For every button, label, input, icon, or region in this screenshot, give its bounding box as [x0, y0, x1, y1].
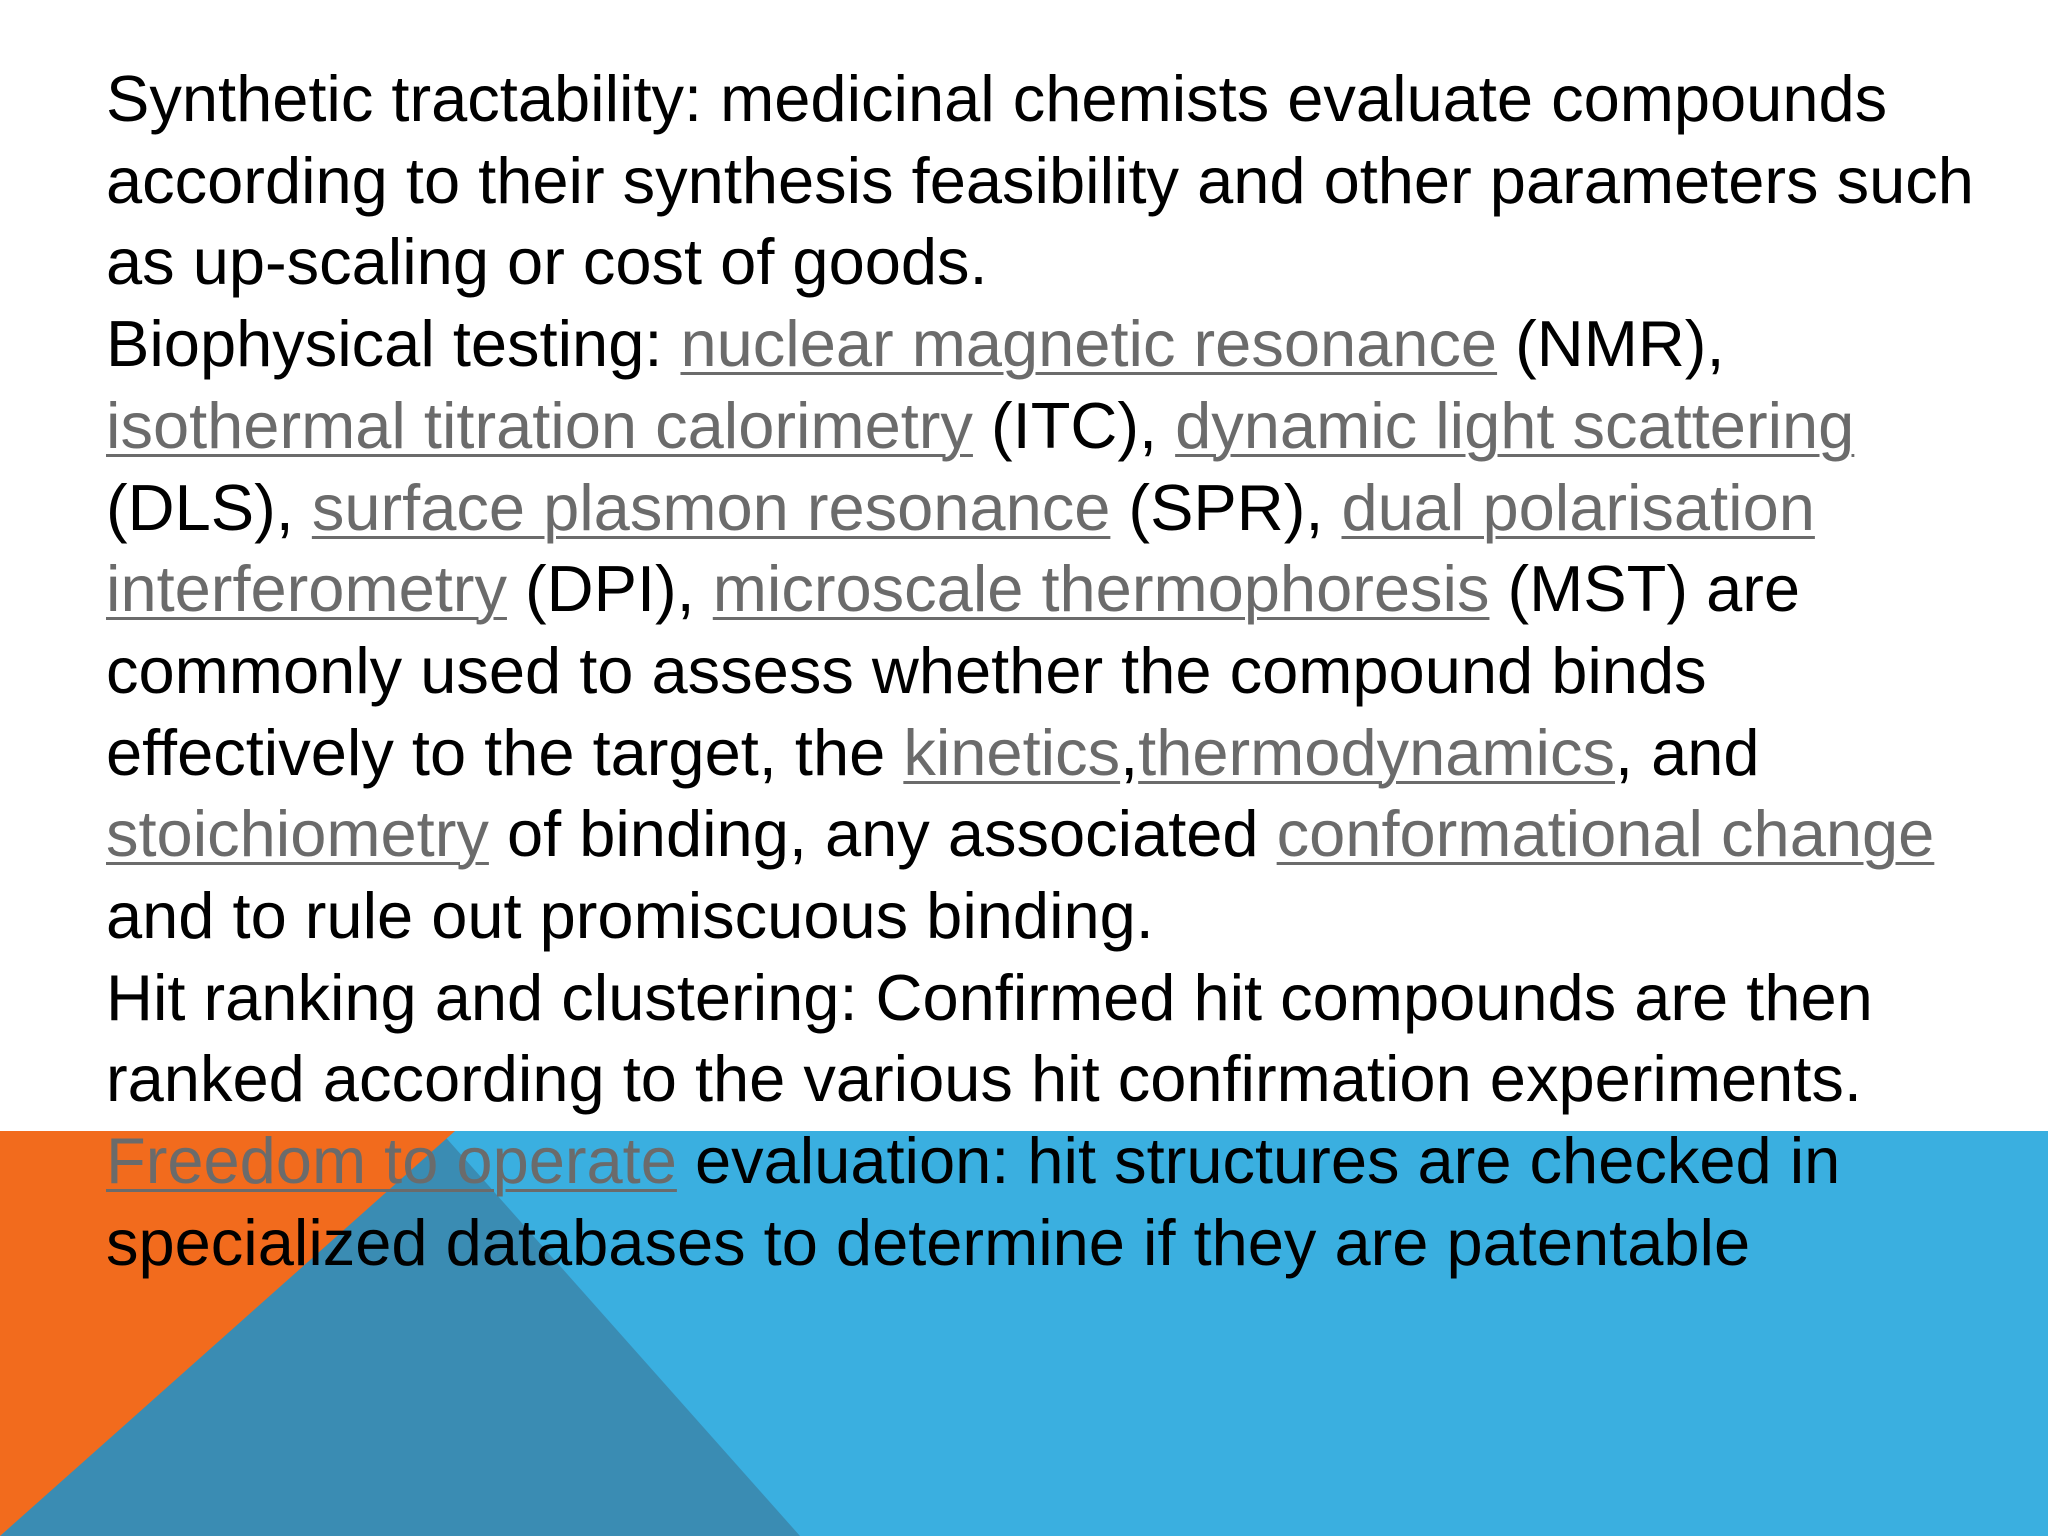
- mst-tail-text: (MST) are commonly used to assess whether the compound binds effectively to the target, the: [106, 552, 1801, 789]
- spr-abbreviation: (SPR),: [1110, 470, 1342, 544]
- link-isothermal-titration-calorimetry[interactable]: isothermal titration calorimetry: [106, 388, 973, 462]
- link-stoichiometry[interactable]: stoichiometry: [106, 797, 489, 871]
- binding-text: of binding, any associated: [488, 797, 1277, 871]
- and-text: , and: [1615, 715, 1760, 789]
- paragraph-freedom-to-operate: [106, 1120, 1986, 1283]
- biophysical-end-text: and to rule out promiscuous binding.: [106, 879, 1154, 953]
- link-dynamic-light-scattering[interactable]: dynamic light scattering: [1175, 388, 1855, 462]
- slide-body: [106, 58, 1986, 1284]
- biophysical-lead-text: Biophysical testing:: [106, 307, 681, 381]
- hit-ranking-text: Hit ranking and clustering: Confirmed hit compounds are then ranked according to the various hit confirmation experiments.: [106, 960, 1873, 1116]
- freedom-to-operate-text: evaluation: hit structures are checked in specialized databases to determine if they are patentable: [106, 1124, 1841, 1279]
- link-dual-polarisation-interferometry[interactable]: dual polarisation interferometry: [106, 470, 1815, 626]
- link-microscale-thermophoresis[interactable]: microscale thermophoresis: [712, 552, 1490, 626]
- comma-separator: ,: [1120, 715, 1139, 789]
- link-freedom-to-operate[interactable]: Freedom to operate: [106, 1124, 677, 1198]
- link-thermodynamics[interactable]: thermodynamics: [1138, 715, 1615, 789]
- synthetic-tractability-text: Synthetic tractability: medicinal chemists evaluate compounds according to their synthesis feasibility and other parameters such as up-scaling or cost of goods.: [106, 62, 1974, 299]
- link-kinetics[interactable]: kinetics: [903, 715, 1121, 789]
- paragraph-biophysical-testing: [106, 303, 1986, 957]
- dpi-abbreviation: (DPI),: [506, 552, 713, 626]
- itc-abbreviation: (ITC),: [972, 388, 1176, 462]
- paragraph-hit-ranking: [106, 957, 1986, 1120]
- paragraph-synthetic-tractability: [106, 58, 1986, 303]
- link-surface-plasmon-resonance[interactable]: surface plasmon resonance: [311, 470, 1111, 544]
- dls-abbreviation: (DLS),: [106, 470, 312, 544]
- nmr-abbreviation: (NMR),: [1497, 307, 1725, 381]
- link-nuclear-magnetic-resonance[interactable]: nuclear magnetic resonance: [680, 307, 1498, 381]
- link-conformational-change[interactable]: conformational change: [1276, 797, 1935, 871]
